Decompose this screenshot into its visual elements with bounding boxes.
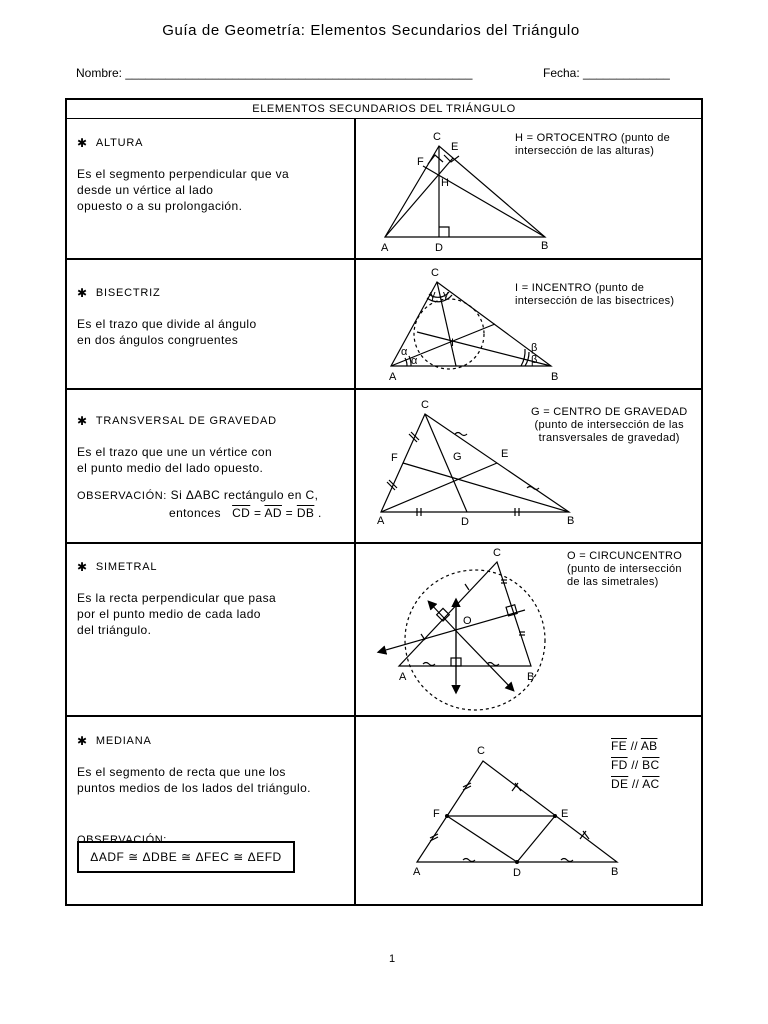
- row-label: ALTURA: [95, 137, 144, 149]
- asterisk-icon: ✱: [77, 414, 88, 428]
- row-transversal-text: [77, 414, 347, 521]
- point-label: I: [451, 337, 455, 349]
- point-label: B: [611, 866, 619, 878]
- asterisk-icon: ✱: [77, 286, 88, 300]
- circuncentro-note: O = CIRCUNCENTRO (punto de intersección de las simetrales): [567, 550, 683, 588]
- point-label: D: [461, 516, 469, 528]
- parallel-relations: [611, 737, 659, 794]
- point-label: B: [527, 671, 535, 683]
- row-bisectriz-text: [77, 286, 347, 348]
- point-label: F: [433, 808, 440, 820]
- asterisk-icon: ✱: [77, 734, 88, 748]
- mediana-diagram: [355, 717, 701, 904]
- row-definition: Es el trazo que une un vértice con el punto medio del lado opuesto.: [77, 445, 273, 475]
- angle-label: α: [401, 346, 408, 358]
- congruence-box: ΔADF ≅ ΔDBE ≅ ΔFEC ≅ ΔEFD: [77, 841, 295, 873]
- point-label: B: [541, 240, 549, 252]
- point-label: A: [377, 515, 385, 527]
- row-definition: Es el trazo que divide al ángulo en dos ángulos congruentes: [77, 317, 257, 347]
- incentro-note: I = INCENTRO (punto de intersección de las bisectrices): [515, 282, 675, 307]
- transversal-diagram: [355, 390, 701, 542]
- simetral-diagram: [355, 544, 701, 715]
- bisectriz-diagram: [355, 260, 701, 388]
- angle-label: β: [531, 342, 538, 354]
- point-label: C: [433, 131, 441, 143]
- asterisk-icon: ✱: [77, 560, 88, 574]
- row-label: BISECTRIZ: [95, 287, 161, 299]
- point-label: F: [417, 156, 424, 168]
- page-number: 1: [388, 953, 396, 965]
- point-label: G: [453, 451, 462, 463]
- row-simetral-text: [77, 560, 347, 638]
- segment-ad: $\overline{AD}$: [264, 506, 282, 520]
- row-definition: Es la recta perpendicular que pasa por el punto medio de cada lado del triángulo.: [77, 591, 277, 637]
- point-label: E: [561, 808, 569, 820]
- parallel-row: $\overline{FE} // \overline{AB}$: [611, 739, 658, 753]
- row-label: MEDIANA: [95, 735, 152, 747]
- row-definition: Es el segmento perpendicular que va desde un vértice al lado opuesto o a su prolongación.: [77, 167, 290, 213]
- observation-label: OBSERVACIÓN:: [77, 490, 167, 502]
- parallel-row: $\overline{DE} // \overline{AC}$: [611, 777, 660, 791]
- asterisk-icon: ✱: [77, 136, 88, 150]
- row-altura-text: [77, 136, 347, 214]
- point-label: A: [389, 371, 397, 383]
- date-field: Fecha: _____________: [543, 66, 670, 80]
- point-label: F: [391, 452, 398, 464]
- parallel-row: $\overline{FD} // \overline{BC}$: [611, 758, 660, 772]
- row-definition: Es el segmento de recta que une los puntos medios de los lados del triángulo.: [77, 765, 311, 795]
- observation-text: Si ΔABC rectángulo en C,: [170, 488, 319, 502]
- row-label: TRANSVERSAL DE GRAVEDAD: [95, 415, 277, 427]
- point-label: C: [431, 267, 439, 279]
- ortocentro-note: H = ORTOCENTRO (punto de intersección de las alturas): [515, 132, 671, 157]
- angle-label: γ: [430, 289, 436, 301]
- point-label: H: [441, 177, 449, 189]
- point-label: D: [435, 242, 443, 254]
- point-label: O: [463, 615, 472, 627]
- point-label: E: [501, 448, 509, 460]
- point-label: A: [413, 866, 421, 878]
- segment-db: $\overline{DB}$: [296, 506, 315, 520]
- elements-table: [65, 98, 703, 906]
- altura-diagram: [355, 120, 701, 258]
- row-label: SIMETRAL: [95, 561, 158, 573]
- point-label: E: [451, 141, 459, 153]
- observation-equation: entonces $\overline{CD} = \overline{AD} = \overline{DB}$ .: [169, 506, 322, 520]
- point-label: C: [421, 399, 429, 411]
- document-title: Guía de Geometría: Elementos Secundarios del Triángulo: [162, 22, 580, 39]
- row-mediana-text: [77, 734, 347, 846]
- point-label: C: [493, 547, 501, 559]
- point-label: A: [399, 671, 407, 683]
- name-field: Nombre: ____________________________________________________: [76, 66, 473, 80]
- point-label: D: [513, 867, 521, 879]
- segment-cd: $\overline{CD}$: [232, 506, 251, 520]
- centro-gravedad-note: G = CENTRO DE GRAVEDAD (punto de intersección de las transversales de gravedad): [531, 406, 688, 444]
- angle-label: α: [411, 355, 418, 367]
- observation: [77, 486, 347, 505]
- angle-label: γ: [443, 289, 449, 301]
- table-title: ELEMENTOS SECUNDARIOS DEL TRIÁNGULO: [67, 100, 701, 119]
- angle-label: β: [531, 354, 538, 366]
- point-label: B: [567, 515, 575, 527]
- point-label: C: [477, 745, 485, 757]
- observation-label: OBSERVACIÓN:: [77, 834, 167, 846]
- point-label: B: [551, 371, 559, 383]
- point-label: A: [381, 242, 389, 254]
